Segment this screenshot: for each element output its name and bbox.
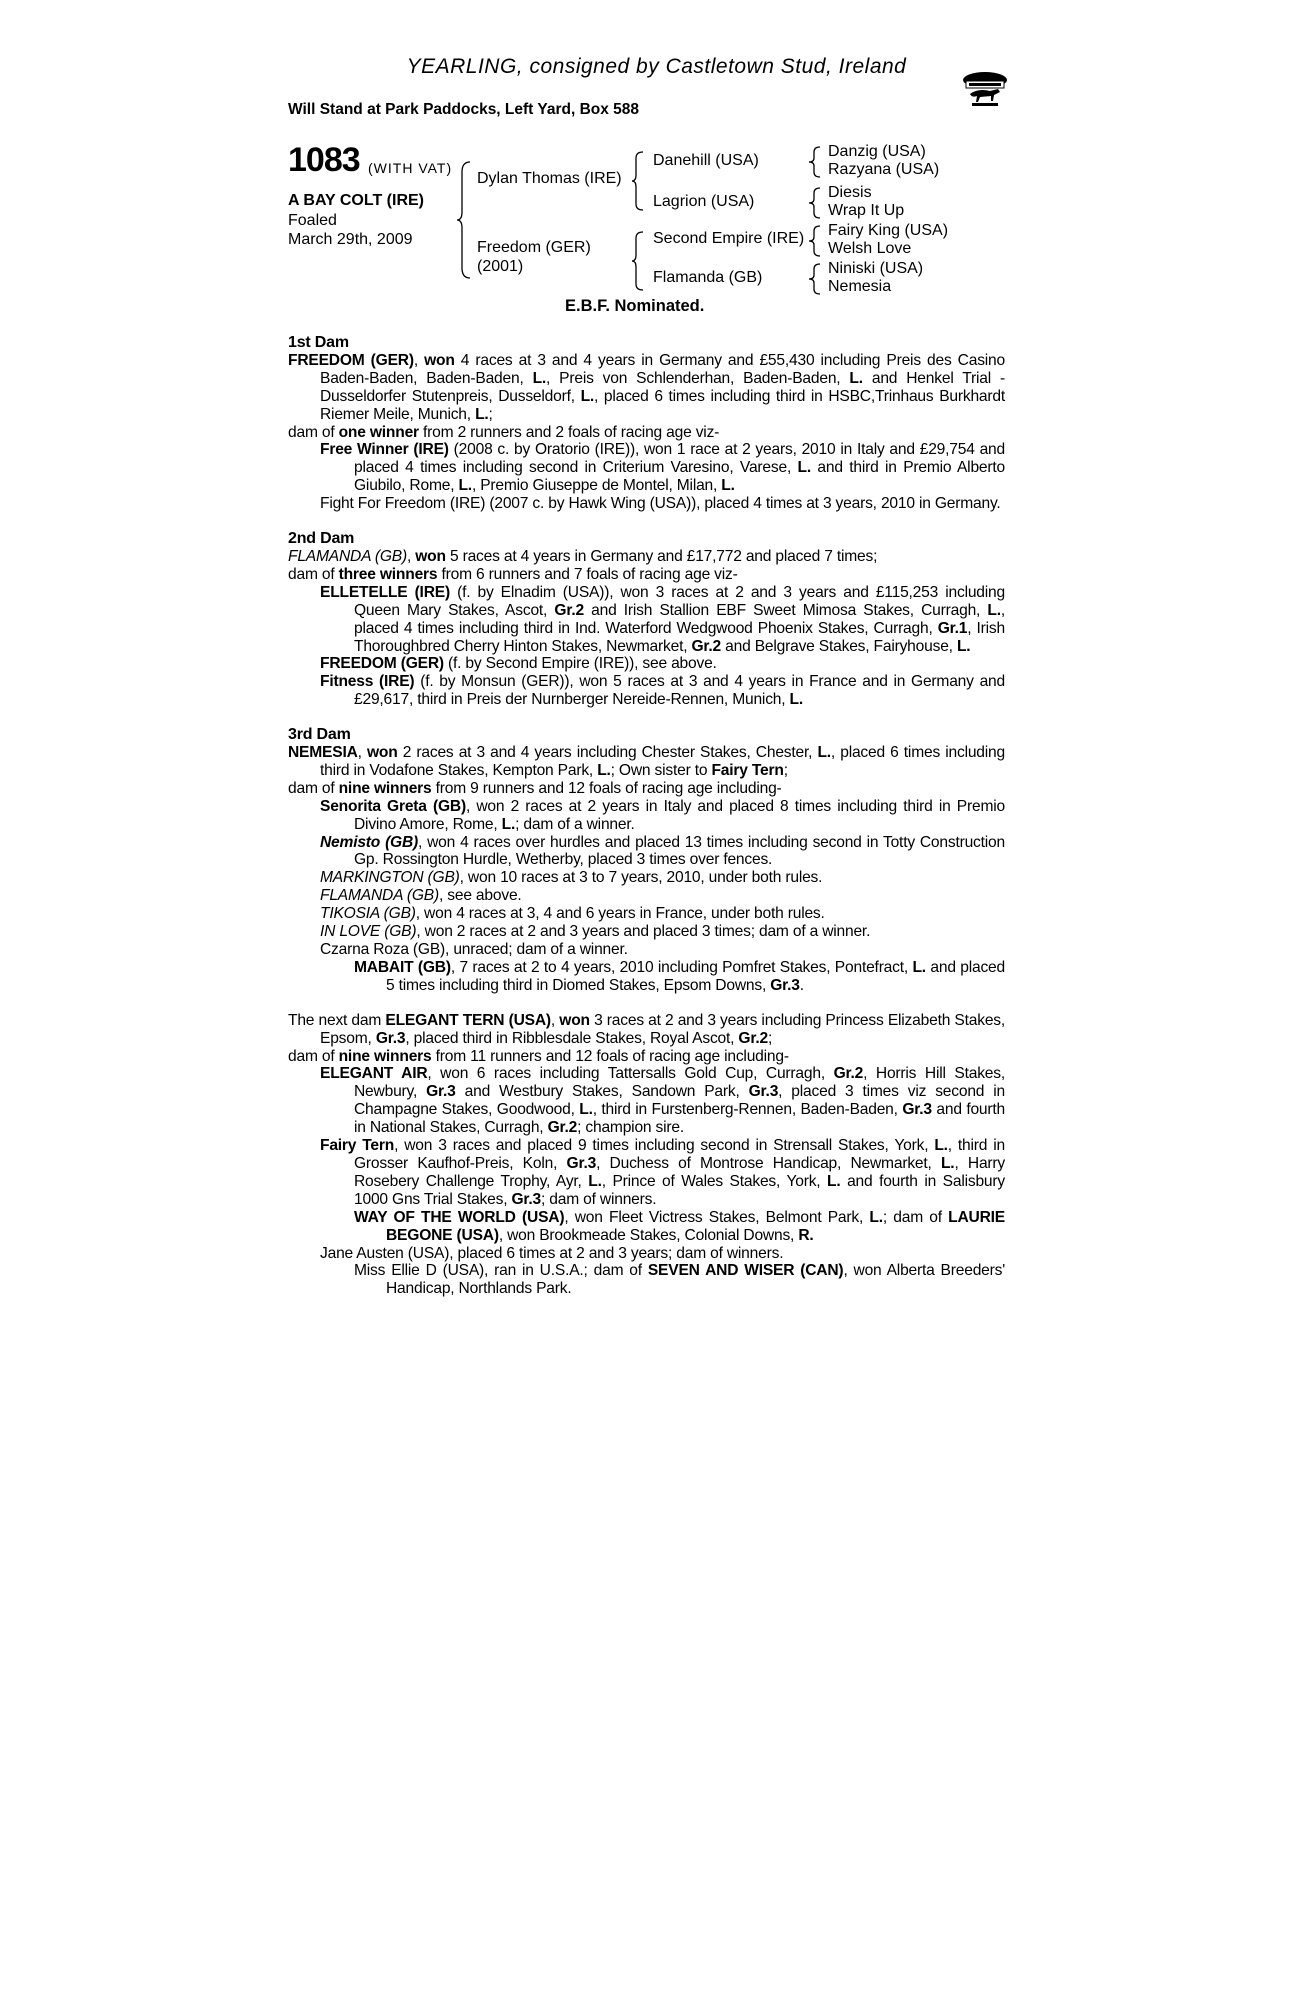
vat-note: (WITH VAT)	[368, 160, 453, 176]
pedigree-sire-dam: Lagrion (USA)	[653, 193, 755, 210]
pedigree-sire-sire: Danehill (USA)	[653, 152, 759, 169]
produce-freedom: FREEDOM (GER) (f. by Second Empire (IRE)), see above.	[320, 655, 717, 673]
produce-markington: MARKINGTON (GB), won 10 races at 3 to 7 years, 2010, under both rules.	[320, 869, 823, 887]
third-dam-heading: 3rd Dam	[288, 726, 351, 744]
pedigree-dam-brace	[631, 230, 645, 292]
first-dam-produce: dam of one winner from 2 runners and 2 foals of racing age viz-	[288, 423, 720, 441]
consignment-title: YEARLING, consigned by Castletown Stud, Ireland	[406, 55, 907, 78]
pedigree-main-brace	[456, 160, 472, 280]
pedigree-brace-4	[808, 262, 822, 296]
lot-description: A BAY COLT (IRE)	[288, 192, 425, 209]
produce-czarna-roza: Czarna Roza (GB), unraced; dam of a winner.	[320, 941, 628, 958]
next-dam-produce: dam of nine winners from 11 runners and 12 foals of racing age including-	[288, 1047, 789, 1065]
pedigree-ddd: Nemesia	[828, 278, 892, 295]
produce-fairy-tern: Fairy Tern, won 3 races and placed 9 times including second in Strensall Stakes, York, L., third in Grosser Kaufhof-Preis, Koln, Gr.3, Duchess of Montrose Handicap, Newmarket, L., Harry Rosebery Challenge Trophy, Ayr, L., Prince of Wales Stakes, York, L. and fourth in Salisbury 1000 Gns Trial Stakes, Gr.3; dam of winners.	[320, 1137, 1005, 1208]
produce-way-of-the-world: WAY OF THE WORLD (USA), won Fleet Victress Stakes, Belmont Park, L.; dam of LAURIE BEGONE (USA), won Brookmeade Stakes, Colonial Downs, R.	[354, 1208, 1005, 1244]
pedigree-brace-2	[808, 186, 822, 220]
pedigree-dss: Fairy King (USA)	[828, 222, 949, 239]
produce-fitness: Fitness (IRE) (f. by Monsun (GER)), won 5 races at 3 and 4 years in France and in Germany and £29,617, third in Preis der Nurnberger Nereide-Rennen, Munich, L.	[320, 673, 1005, 709]
first-dam-heading: 1st Dam	[288, 334, 349, 351]
ebf-nominated: E.B.F. Nominated.	[565, 297, 705, 315]
pedigree-dam-year: (2001)	[477, 258, 524, 275]
pedigree-dam-sire: Second Empire (IRE)	[653, 230, 805, 247]
pedigree-dam-dam: Flamanda (GB)	[653, 269, 763, 286]
pedigree-ssd: Razyana (USA)	[828, 161, 940, 178]
third-dam-record: NEMESIA, won 2 races at 3 and 4 years including Chester Stakes, Chester, L., placed 6 times including third in Vodafone Stakes, Kempton Park, L.; Own sister to Fairy Tern;	[288, 744, 1005, 779]
produce-jane-austen: Jane Austen (USA), placed 6 times at 2 and 3 years; dam of winners.	[320, 1244, 784, 1262]
lot-number: 1083	[288, 141, 360, 179]
pedigree-sire: Dylan Thomas (IRE)	[477, 170, 622, 187]
pedigree-sds: Diesis	[828, 184, 872, 201]
foaled-date: March 29th, 2009	[288, 231, 413, 248]
produce-mabait: MABAIT (GB), 7 races at 2 to 4 years, 2010 including Pomfret Stakes, Pontefract, L. and placed 5 times including third in Diomed Stakes, Epsom Downs, Gr.3.	[354, 958, 1005, 994]
first-dam-record: FREEDOM (GER), won 4 races at 3 and 4 years in Germany and £55,430 including Preis des Casino Baden-Baden, Baden-Baden, L., Preis von Schlenderhan, Baden-Baden, L. and Henkel Trial - Dusseldorfer Stutenpreis, Dusseldorf, L., placed 6 times including third in HSBC,Trinhaus Burkhardt Riemer Meile, Munich, L.;	[288, 351, 1006, 423]
produce-senorita-greta: Senorita Greta (GB), won 2 races at 2 years in Italy and placed 8 times including third in Premio Divino Amore, Rome, L.; dam of a winner.	[320, 797, 1005, 833]
catalogue-body	[288, 334, 1005, 1298]
pedigree-brace-3	[808, 224, 822, 258]
third-dam-produce: dam of nine winners from 9 runners and 12 foals of racing age including-	[288, 779, 782, 797]
produce-free-winner: Free Winner (IRE) (2008 c. by Oratorio (IRE)), won 1 race at 2 years, 2010 in Italy and £29,754 and placed 4 times including second in Criterium Varesino, Varese, L. and third in Premio Alberto Giubilo, Rome, L., Premio Giuseppe de Montel, Milan, L.	[320, 441, 1005, 495]
pedigree-dam: Freedom (GER)	[477, 239, 591, 256]
pedigree-sire-brace	[631, 150, 645, 212]
produce-elletelle: ELLETELLE (IRE) (f. by Elnadim (USA)), won 3 races at 2 and 3 years and £115,253 including Queen Mary Stakes, Ascot, Gr.2 and Irish Stallion EBF Sweet Mimosa Stakes, Curragh, L., placed 4 times including third in Ind. Waterford Wedgwood Phoenix Stakes, Curragh, Gr.1, Irish Thoroughbred Cherry Hinton Stakes, Newmarket, Gr.2 and Belgrave Stakes, Fairyhouse, L.	[320, 583, 1005, 655]
stand-location: Will Stand at Park Paddocks, Left Yard, Box 588	[288, 101, 640, 118]
pedigree-brace-1	[808, 145, 822, 179]
produce-flamanda: FLAMANDA (GB), see above.	[320, 887, 522, 905]
pedigree-sss: Danzig (USA)	[828, 143, 926, 160]
tattersalls-horse-logo-icon	[960, 68, 1010, 108]
produce-tikosia: TIKOSIA (GB), won 4 races at 3, 4 and 6 years in France, under both rules.	[320, 905, 825, 923]
pedigree-sdd: Wrap It Up	[828, 202, 905, 219]
produce-in-love: IN LOVE (GB), won 2 races at 2 and 3 years and placed 3 times; dam of a winner.	[320, 923, 871, 941]
foaled-label: Foaled	[288, 212, 337, 229]
produce-elegant-air: ELEGANT AIR, won 6 races including Tattersalls Gold Cup, Curragh, Gr.2, Horris Hill Stakes, Newbury, Gr.3 and Westbury Stakes, Sandown Park, Gr.3, placed 3 times viz second in Champagne Stakes, Goodwood, L., third in Furstenberg-Rennen, Baden-Baden, Gr.3 and fourth in National Stakes, Curragh, Gr.2; champion sire.	[320, 1065, 1006, 1137]
produce-miss-ellie-d: Miss Ellie D (USA), ran in U.S.A.; dam of SEVEN AND WISER (CAN), won Alberta Breeders' Handicap, Northlands Park.	[354, 1262, 1005, 1298]
foaled-info	[288, 211, 413, 249]
second-dam-record: FLAMANDA (GB), won 5 races at 4 years in Germany and £17,772 and placed 7 times;	[288, 547, 878, 565]
produce-nemisto: Nemisto (GB), won 4 races over hurdles and placed 13 times including second in Totty Construction Gp. Rossington Hurdle, Wetherby, placed 3 times over fences.	[320, 833, 1006, 869]
produce-fight-for-freedom: Fight For Freedom (IRE) (2007 c. by Hawk Wing (USA)), placed 4 times at 3 years, 2010 in Germany.	[320, 495, 1001, 513]
second-dam-heading: 2nd Dam	[288, 530, 355, 548]
next-dam-record: The next dam ELEGANT TERN (USA), won 3 races at 2 and 3 years including Princess Elizabeth Stakes, Epsom, Gr.3, placed third in Ribblesdale Stakes, Royal Ascot, Gr.2;	[288, 1011, 1006, 1047]
pedigree-dsd: Welsh Love	[828, 240, 912, 257]
pedigree-dds: Niniski (USA)	[828, 260, 924, 277]
second-dam-produce: dam of three winners from 6 runners and 7 foals of racing age viz-	[288, 565, 738, 583]
